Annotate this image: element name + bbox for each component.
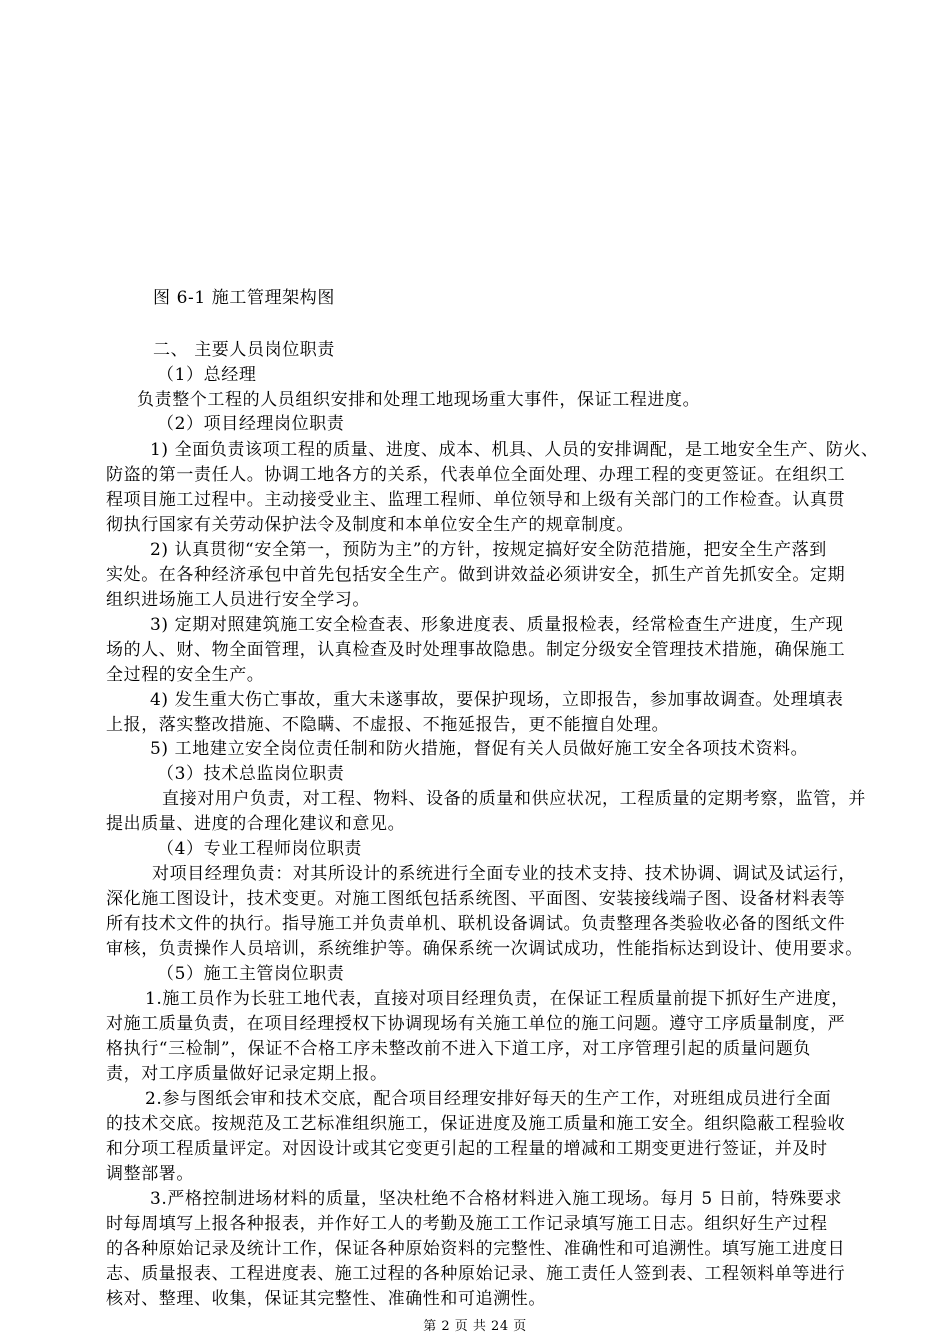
- figure-caption: 图 6-1 施工管理架构图: [153, 288, 335, 308]
- paragraph-line: 调整部署。: [106, 1164, 194, 1184]
- paragraph-line: 负责整个工程的人员组织安排和处理工地现场重大事件，保证工程进度。: [137, 390, 701, 410]
- subsection-heading: （5）施工主管岗位职责: [157, 964, 345, 984]
- subsection-heading: （4）专业工程师岗位职责: [157, 839, 363, 859]
- paragraph-line: 防盗的第一责任人。协调工地各方的关系，代表单位全面处理、办理工程的变更签证。在组织工: [106, 465, 846, 485]
- paragraph-line: 4) 发生重大伤亡事故，重大未遂事故，要保护现场，立即报告，参加事故调查。处理填表: [150, 690, 844, 710]
- paragraph-line: 志、质量报表、工程进度表、施工过程的各种原始记录、施工责任人签到表、工程领料单等进行: [106, 1264, 846, 1284]
- paragraph-line: 组织进场施工人员进行安全学习。: [106, 590, 370, 610]
- paragraph-line: 对施工质量负责，在项目经理授权下协调现场有关施工单位的施工问题。遵守工序质量制度，严: [106, 1014, 846, 1034]
- paragraph-line: 2.参与图纸会审和技术交底，配合项目经理安排好每天的生产工作，对班组成员进行全面: [145, 1089, 832, 1109]
- paragraph-line: 时每周填写上报各种报表，并作好工人的考勤及施工工作记录填写施工日志。组织好生产过程: [106, 1214, 828, 1234]
- section-title: 二、 主要人员岗位职责: [153, 340, 336, 360]
- page-footer: 第 2 页 共 24 页: [423, 1319, 527, 1334]
- subsection-heading: （3）技术总监岗位职责: [157, 764, 345, 784]
- paragraph-line: 3) 定期对照建筑施工安全检查表、形象进度表、质量报检表，经常检查生产进度，生产现: [150, 615, 844, 635]
- paragraph-line: 3.严格控制进场材料的质量，坚决杜绝不合格材料进入施工现场。每月 5 日前，特殊要求: [150, 1189, 843, 1209]
- paragraph-line: 格执行“三检制”，保证不合格工序未整改前不进入下道工序，对工序管理引起的质量问题负: [106, 1039, 811, 1059]
- paragraph-line: 2) 认真贯彻“安全第一，预防为主”的方针，按规定搞好安全防范措施，把安全生产落到: [150, 540, 827, 560]
- paragraph-line: 责，对工序质量做好记录定期上报。: [106, 1064, 388, 1084]
- paragraph-line: 5) 工地建立安全岗位责任制和防火措施，督促有关人员做好施工安全各项技术资料。: [150, 739, 809, 759]
- subsection-heading: （1）总经理: [157, 365, 257, 385]
- paragraph-line: 上报，落实整改措施、不隐瞒、不虚报、不拖延报告，更不能擅自处理。: [106, 715, 670, 735]
- paragraph-line: 深化施工图设计，技术变更。对施工图纸包括系统图、平面图、安装接线端子图、设备材料表等: [106, 889, 846, 909]
- paragraph-line: 审核，负责操作人员培训，系统维护等。确保系统一次调试成功，性能指标达到设计、使用要求。: [106, 939, 863, 959]
- paragraph-line: 程项目施工过程中。主动接受业主、监理工程师、单位领导和上级有关部门的工作检查。认真贯: [106, 490, 846, 510]
- paragraph-line: 全过程的安全生产。: [106, 665, 265, 685]
- paragraph-line: 的各种原始记录及统计工作，保证各种原始资料的完整性、准确性和可追溯性。填写施工进度日: [106, 1239, 846, 1259]
- paragraph-line: 的技术交底。按规范及工艺标准组织施工，保证进度及施工质量和施工安全。组织隐蔽工程验收: [106, 1114, 846, 1134]
- paragraph-line: 1.施工员作为长驻工地代表，直接对项目经理负责，在保证工程质量前提下抓好生产进度，: [145, 989, 849, 1009]
- paragraph-line: 彻执行国家有关劳动保护法令及制度和本单位安全生产的规章制度。: [106, 515, 634, 535]
- paragraph-line: 对项目经理负责：对其所设计的系统进行全面专业的技术支持、技术协调、调试及试运行，: [152, 864, 856, 884]
- paragraph-line: 直接对用户负责，对工程、物料、设备的质量和供应状况，工程质量的定期考察，监管，并: [162, 789, 866, 809]
- paragraph-line: 场的人、财、物全面管理，认真检查及时处理事故隐患。制定分级安全管理技术措施，确保施工: [106, 640, 846, 660]
- subsection-heading: （2）项目经理岗位职责: [157, 414, 345, 434]
- paragraph-line: 1) 全面负责该项工程的质量、进度、成本、机具、人员的安排调配，是工地安全生产、防火、: [150, 440, 879, 460]
- paragraph-line: 和分项工程质量评定。对因设计或其它变更引起的工程量的增减和工期变更进行签证，并及时: [106, 1139, 828, 1159]
- paragraph-line: 所有技术文件的执行。指导施工并负责单机、联机设备调试。负责整理各类验收必备的图纸文件: [106, 914, 846, 934]
- paragraph-line: 实处。在各种经济承包中首先包括安全生产。做到讲效益必须讲安全，抓生产首先抓安全。定期: [106, 565, 846, 585]
- paragraph-line: 核对、整理、收集，保证其完整性、准确性和可追溯性。: [106, 1289, 546, 1309]
- paragraph-line: 提出质量、进度的合理化建议和意见。: [106, 814, 406, 834]
